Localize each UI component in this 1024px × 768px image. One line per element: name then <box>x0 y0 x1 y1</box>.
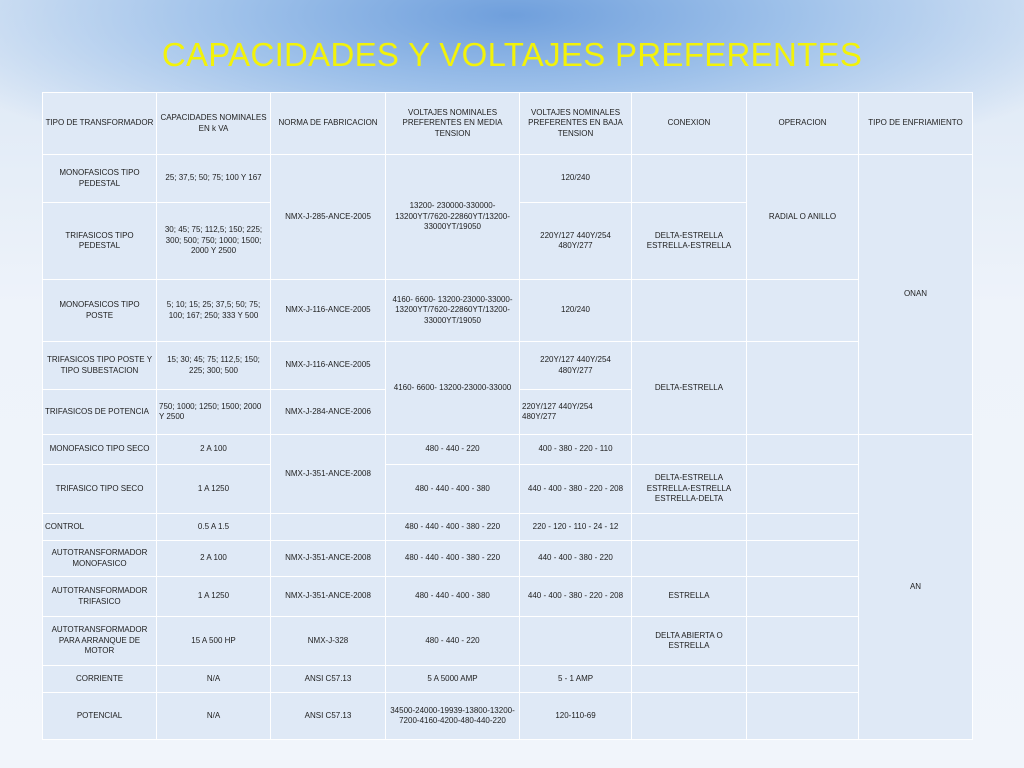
header-enfriamiento: TIPO DE ENFRIAMIENTO <box>859 93 973 155</box>
cell-capacidades: N/A <box>157 666 271 693</box>
cell-baja-tension: 120-110-69 <box>520 693 632 740</box>
cell-capacidades: 15 A 500 HP <box>157 617 271 666</box>
header-tipo: TIPO DE TRANSFORMADOR <box>43 93 157 155</box>
cell-media-tension: 480 - 440 - 220 <box>386 617 520 666</box>
cell-baja-tension: 440 - 400 - 380 - 220 - 208 <box>520 577 632 617</box>
cell-conexion: DELTA-ESTRELLA <box>632 342 747 435</box>
header-media-tension: VOLTAJES NOMINALES PREFERENTES EN MEDIA TENSION <box>386 93 520 155</box>
cell-baja-tension: 220Y/127 440Y/254 480Y/277 <box>520 390 632 435</box>
cell-conexion: DELTA-ESTRELLA ESTRELLA-ESTRELLA ESTRELLA-DELTA <box>632 465 747 514</box>
cell-norma: NMX-J-351-ANCE-2008 <box>271 541 386 577</box>
cell-tipo: MONOFASICO TIPO SECO <box>43 435 157 465</box>
cell-capacidades: 1 A 1250 <box>157 465 271 514</box>
cell-media-tension: 5 A 5000 AMP <box>386 666 520 693</box>
table-row <box>43 514 973 541</box>
cell-operacion <box>747 435 859 465</box>
cell-conexion <box>632 693 747 740</box>
cell-conexion <box>632 280 747 342</box>
cell-norma: ANSI C57.13 <box>271 666 386 693</box>
cell-media-tension: 4160- 6600- 13200-23000-33000 <box>386 342 520 435</box>
table-row <box>43 280 973 342</box>
cell-conexion <box>632 666 747 693</box>
cell-capacidades: N/A <box>157 693 271 740</box>
cell-tipo: TRIFASICO TIPO SECO <box>43 465 157 514</box>
header-row <box>43 93 973 155</box>
cell-operacion <box>747 280 859 342</box>
cell-media-tension: 4160- 6600- 13200-23000-33000-13200YT/7620-22860YT/13200-33000YT/19050 <box>386 280 520 342</box>
cell-baja-tension: 220Y/127 440Y/254 480Y/277 <box>520 342 632 390</box>
cell-capacidades: 25; 37,5; 50; 75; 100 Y 167 <box>157 155 271 203</box>
cell-capacidades: 1 A 1250 <box>157 577 271 617</box>
cell-baja-tension: 5 - 1 AMP <box>520 666 632 693</box>
cell-tipo: AUTOTRANSFORMADOR PARA ARRANQUE DE MOTOR <box>43 617 157 666</box>
cell-operacion <box>747 617 859 666</box>
cell-baja-tension: 120/240 <box>520 155 632 203</box>
cell-media-tension: 480 - 440 - 400 - 380 - 220 <box>386 514 520 541</box>
cell-norma: NMX-J-116-ANCE-2005 <box>271 342 386 390</box>
cell-capacidades: 750; 1000; 1250; 1500; 2000 Y 2500 <box>157 390 271 435</box>
header-operacion: OPERACION <box>747 93 859 155</box>
cell-operacion <box>747 541 859 577</box>
cell-tipo: POTENCIAL <box>43 693 157 740</box>
cell-capacidades: 30; 45; 75; 112,5; 150; 225; 300; 500; 750; 1000; 1500; 2000 Y 2500 <box>157 203 271 280</box>
cell-tipo: TRIFASICOS TIPO POSTE Y TIPO SUBESTACION <box>43 342 157 390</box>
cell-conexion <box>632 155 747 203</box>
cell-conexion <box>632 435 747 465</box>
cell-capacidades: 2 A 100 <box>157 541 271 577</box>
table-row <box>43 342 973 390</box>
cell-norma: ANSI C57.13 <box>271 693 386 740</box>
cell-conexion: DELTA ABIERTA O ESTRELLA <box>632 617 747 666</box>
cell-operacion <box>747 693 859 740</box>
cell-norma: NMX-J-328 <box>271 617 386 666</box>
table-row <box>43 155 973 203</box>
cell-tipo: AUTOTRANSFORMADOR TRIFASICO <box>43 577 157 617</box>
cell-tipo: TRIFASICOS DE POTENCIA <box>43 390 157 435</box>
slide-title: CAPACIDADES Y VOLTAJES PREFERENTES <box>161 36 863 73</box>
cell-media-tension: 13200- 230000-330000-13200YT/7620-22860YT/13200-33000YT/19050 <box>386 155 520 280</box>
cell-media-tension: 480 - 440 - 400 - 380 <box>386 465 520 514</box>
cell-baja-tension <box>520 617 632 666</box>
cell-tipo: MONOFASICOS TIPO POSTE <box>43 280 157 342</box>
cell-baja-tension: 440 - 400 - 380 - 220 - 208 <box>520 465 632 514</box>
table-row <box>43 666 973 693</box>
cell-operacion <box>747 465 859 514</box>
cell-media-tension: 34500-24000-19939-13800-13200-7200-4160-4200-480-440-220 <box>386 693 520 740</box>
header-conexion: CONEXION <box>632 93 747 155</box>
cell-operacion: RADIAL O ANILLO <box>747 155 859 280</box>
cell-operacion <box>747 514 859 541</box>
cell-tipo: TRIFASICOS TIPO PEDESTAL <box>43 203 157 280</box>
cell-norma: NMX-J-284-ANCE-2006 <box>271 390 386 435</box>
cell-enfriamiento: ONAN <box>859 155 973 435</box>
table-row <box>43 693 973 740</box>
cell-conexion: DELTA-ESTRELLA ESTRELLA-ESTRELLA <box>632 203 747 280</box>
cell-norma <box>271 514 386 541</box>
cell-baja-tension: 220 - 120 - 110 - 24 - 12 <box>520 514 632 541</box>
cell-norma: NMX-J-285-ANCE-2005 <box>271 155 386 280</box>
cell-capacidades: 0.5 A 1.5 <box>157 514 271 541</box>
cell-baja-tension: 440 - 400 - 380 - 220 <box>520 541 632 577</box>
header-baja-tension: VOLTAJES NOMINALES PREFERENTES EN BAJA TENSION <box>520 93 632 155</box>
cell-tipo: CORRIENTE <box>43 666 157 693</box>
cell-conexion <box>632 541 747 577</box>
cell-media-tension: 480 - 440 - 400 - 380 <box>386 577 520 617</box>
header-capacidades: CAPACIDADES NOMINALES EN k VA <box>157 93 271 155</box>
table-row <box>43 435 973 465</box>
cell-tipo: MONOFASICOS TIPO PEDESTAL <box>43 155 157 203</box>
cell-enfriamiento: AN <box>859 435 973 740</box>
cell-tipo: AUTOTRANSFORMADOR MONOFASICO <box>43 541 157 577</box>
cell-norma: NMX-J-116-ANCE-2005 <box>271 280 386 342</box>
cell-norma: NMX-J-351-ANCE-2008 <box>271 577 386 617</box>
cell-capacidades: 5; 10; 15; 25; 37,5; 50; 75; 100; 167; 250; 333 Y 500 <box>157 280 271 342</box>
cell-capacidades: 2 A 100 <box>157 435 271 465</box>
cell-conexion: ESTRELLA <box>632 577 747 617</box>
cell-media-tension: 480 - 440 - 220 <box>386 435 520 465</box>
cell-operacion <box>747 342 859 435</box>
cell-operacion <box>747 577 859 617</box>
cell-norma: NMX-J-351-ANCE-2008 <box>271 435 386 514</box>
cell-media-tension: 480 - 440 - 400 - 380 - 220 <box>386 541 520 577</box>
header-norma: NORMA DE FABRICACION <box>271 93 386 155</box>
cell-baja-tension: 220Y/127 440Y/254 480Y/277 <box>520 203 632 280</box>
table-row <box>43 577 973 617</box>
capacities-table <box>42 92 973 740</box>
cell-tipo: CONTROL <box>43 514 157 541</box>
table-row <box>43 617 973 666</box>
cell-conexion <box>632 514 747 541</box>
cell-baja-tension: 120/240 <box>520 280 632 342</box>
cell-capacidades: 15; 30; 45; 75; 112,5; 150; 225; 300; 500 <box>157 342 271 390</box>
cell-operacion <box>747 666 859 693</box>
cell-baja-tension: 400 - 380 - 220 - 110 <box>520 435 632 465</box>
table-row <box>43 541 973 577</box>
table-row <box>43 465 973 514</box>
